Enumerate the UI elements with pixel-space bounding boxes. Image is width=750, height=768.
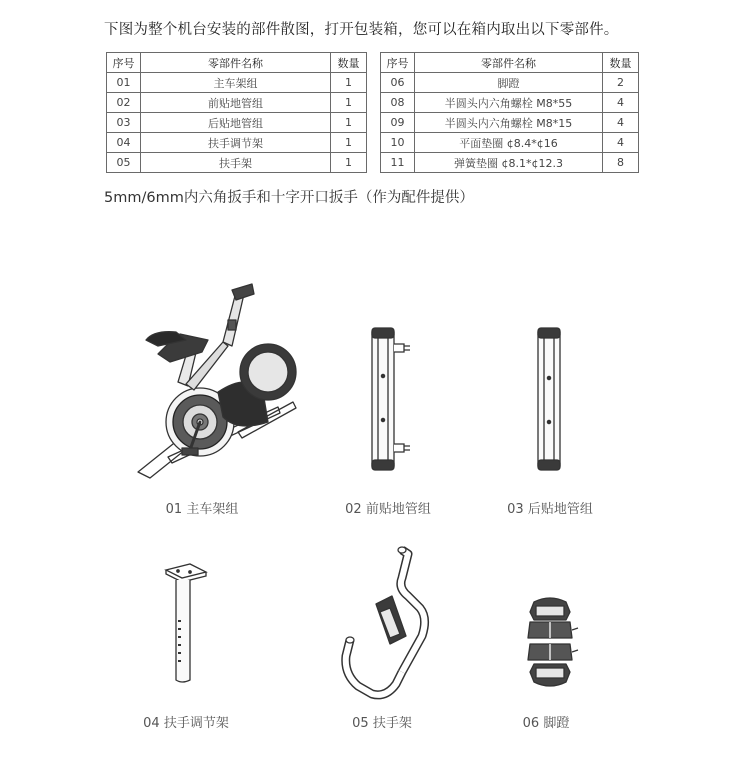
cell-qty: 1 [331,113,367,133]
table-row [381,93,639,113]
caption-pedals: 06 脚蹬 [522,716,570,731]
cell-qty: 4 [603,93,639,113]
header-name: 零部件名称 [415,53,603,73]
cell-no: 06 [381,73,415,93]
cell-qty: 1 [331,153,367,173]
cell-no: 01 [107,73,141,93]
cell-qty: 4 [603,113,639,133]
cell-name: 后贴地管组 [141,113,331,133]
table-row [381,133,639,153]
cell-no: 05 [107,153,141,173]
caption-handlebar-post: 04 扶手调节架 [143,716,229,731]
table-header-row [107,53,367,73]
table-row [107,113,367,133]
cell-name: 扶手调节架 [141,133,331,153]
cell-name: 半圆头内六角螺栓 M8*55 [415,93,603,113]
cell-qty: 4 [603,133,639,153]
handlebar-post-illustration [160,562,210,686]
cell-name: 平面垫圈 ¢8.4*¢16 [415,133,603,153]
tools-note: 5mm/6mm内六角扳手和十字开口扳手（作为配件提供） [104,190,474,206]
header-qty: 数量 [603,53,639,73]
caption-front-stabilizer: 02 前贴地管组 [345,502,431,517]
cell-no: 08 [381,93,415,113]
header-no: 序号 [381,53,415,73]
table-row [107,93,367,113]
cell-qty: 8 [603,153,639,173]
caption-main-frame: 01 主车架组 [165,502,239,517]
table-row [107,133,367,153]
cell-no: 02 [107,93,141,113]
cell-qty: 1 [331,73,367,93]
caption-rear-stabilizer: 03 后贴地管组 [507,502,593,517]
header-name: 零部件名称 [141,53,331,73]
cell-no: 09 [381,113,415,133]
cell-qty: 2 [603,73,639,93]
main-frame-illustration [128,282,303,482]
cell-name: 前贴地管组 [141,93,331,113]
table-row [107,153,367,173]
cell-no: 11 [381,153,415,173]
cell-name: 扶手架 [141,153,331,173]
cell-no: 03 [107,113,141,133]
parts-table-right [380,52,639,173]
table-row [381,113,639,133]
handlebar-illustration [336,544,436,704]
header-qty: 数量 [331,53,367,73]
cell-no: 10 [381,133,415,153]
header-no: 序号 [107,53,141,73]
rear-stabilizer-illustration [532,326,572,472]
intro-text: 下图为整个机台安装的部件散图，打开包装箱，您可以在箱内取出以下零部件。 [104,22,619,38]
pedals-illustration [520,594,580,690]
front-stabilizer-illustration [360,326,420,472]
cell-name: 弹簧垫圈 ¢8.1*¢12.3 [415,153,603,173]
caption-handlebar: 05 扶手架 [352,716,412,731]
table-header-row [381,53,639,73]
cell-name: 脚蹬 [415,73,603,93]
table-row [381,153,639,173]
parts-table-left [106,52,367,173]
table-row [381,73,639,93]
cell-name: 半圆头内六角螺栓 M8*15 [415,113,603,133]
cell-qty: 1 [331,93,367,113]
cell-no: 04 [107,133,141,153]
cell-qty: 1 [331,133,367,153]
table-row [107,73,367,93]
cell-name: 主车架组 [141,73,331,93]
